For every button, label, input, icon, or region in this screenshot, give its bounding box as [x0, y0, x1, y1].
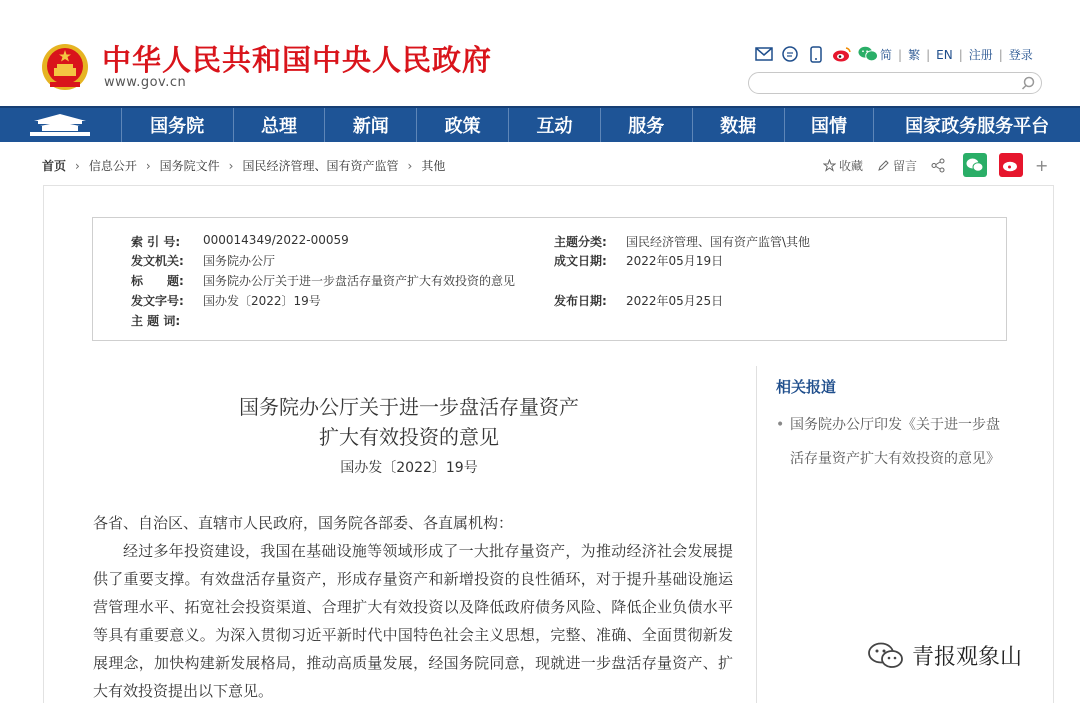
content-frame [43, 185, 1054, 703]
nav-item-premier[interactable]: 总理 [234, 108, 326, 142]
watermark [866, 640, 1022, 671]
separator: | [898, 47, 903, 62]
search-input[interactable] [748, 72, 1042, 94]
article-tools [823, 153, 1048, 177]
nav-item-services[interactable]: 服务 [601, 108, 693, 142]
meta-title-value: 国务院办公厅关于进一步盘活存量资产扩大有效投资的意见 [203, 274, 516, 288]
watermark-text: 青报观象山 [912, 645, 1023, 670]
salutation: 各省、自治区、直辖市人民政府，国务院各部委、各直属机构： [93, 514, 514, 532]
meta-date-written-row [554, 252, 723, 269]
message-label: 留言 [893, 158, 918, 173]
mail-icon[interactable] [754, 45, 774, 63]
pen-icon [877, 159, 890, 172]
chat-icon[interactable] [780, 45, 800, 63]
simplified-link[interactable]: 简 [880, 48, 893, 62]
meta-issuer-row [131, 252, 275, 269]
breadcrumb-state-council-docs[interactable]: 国务院文件 [159, 159, 220, 173]
meta-issuer-label: 发文机关: [131, 254, 184, 268]
meta-topic-row [554, 233, 810, 250]
favorite-button[interactable] [823, 157, 863, 174]
national-emblem-icon[interactable] [40, 42, 90, 92]
nav-item-service-platform[interactable]: 国家政务服务平台 [905, 116, 1050, 137]
article-title [84, 392, 734, 452]
meta-title-label: 标 题: [131, 274, 184, 288]
star-icon [823, 159, 836, 172]
search-icon[interactable] [1021, 76, 1035, 90]
meta-doc-no-value: 国办发〔2022〕19号 [203, 294, 321, 308]
tiananmen-icon[interactable] [0, 108, 122, 142]
nav-item-interaction[interactable]: 互动 [509, 108, 601, 142]
breadcrumb-other[interactable]: 其他 [421, 159, 446, 173]
meta-topic-label: 主题分类: [554, 235, 607, 249]
chevron-right-icon: › [228, 158, 234, 173]
meta-publish-label: 发布日期: [554, 294, 607, 308]
meta-index-row [131, 233, 349, 250]
nav-item-policy[interactable]: 政策 [417, 108, 509, 142]
document-metadata [92, 217, 1007, 341]
wechat-icon[interactable] [858, 45, 878, 63]
meta-topic-value: 国民经济管理、国有资产监管\其他 [626, 235, 811, 249]
meta-index-label: 索 引 号: [131, 235, 181, 249]
mobile-icon[interactable] [806, 45, 826, 63]
related-reports-title: 相关报道 [776, 378, 837, 396]
meta-title-row [131, 272, 515, 289]
article-title-line: 扩大有效投资的意见 [319, 425, 499, 449]
top-icon-bar [754, 45, 878, 63]
related-report-text: 国务院办公厅印发《关于进一步盘活存量资产扩大有效投资的意见》 [790, 417, 1000, 467]
share-wechat-button[interactable] [963, 153, 987, 177]
related-report-link[interactable] [776, 408, 1006, 476]
bullet-icon: • [776, 417, 785, 433]
register-link[interactable]: 注册 [968, 48, 993, 62]
chevron-right-icon: › [407, 158, 413, 173]
login-link[interactable]: 登录 [1008, 48, 1033, 62]
meta-publish-row [554, 292, 723, 309]
site-url[interactable]: www.gov.cn [104, 75, 187, 90]
site-title[interactable]: 中华人民共和国中央人民政府 [102, 43, 493, 77]
share-weibo-button[interactable] [999, 153, 1023, 177]
site-header [0, 0, 1080, 106]
meta-publish-value: 2022年05月25日 [626, 294, 724, 308]
meta-doc-no-label: 发文字号: [131, 294, 184, 308]
breadcrumb-info-disclosure[interactable]: 信息公开 [88, 159, 137, 173]
weibo-icon[interactable] [832, 45, 852, 63]
favorite-label: 收藏 [839, 158, 864, 173]
wechat-outline-icon [866, 641, 906, 671]
chevron-right-icon: › [75, 158, 80, 173]
chevron-right-icon: › [145, 158, 151, 173]
message-button[interactable] [877, 157, 917, 174]
meta-issuer-value: 国务院办公厅 [203, 254, 276, 268]
main-nav [0, 106, 1080, 142]
meta-keywords-label: 主 题 词: [131, 314, 181, 328]
nav-item-state-council[interactable]: 国务院 [122, 108, 234, 142]
article-doc-number: 国办发〔2022〕19号 [340, 460, 478, 476]
separator: | [926, 47, 931, 62]
nav-item-national-conditions[interactable]: 国情 [785, 108, 875, 142]
weibo-icon [1002, 158, 1020, 172]
more-share-icon[interactable]: + [1035, 155, 1049, 175]
article-body [93, 509, 733, 703]
wechat-icon [966, 158, 984, 172]
breadcrumb-home[interactable]: 首页 [42, 159, 67, 173]
nav-item-data[interactable]: 数据 [693, 108, 785, 142]
article-title-line: 国务院办公厅关于进一步盘活存量资产 [239, 395, 579, 419]
sidebar-divider [756, 366, 757, 703]
separator: | [958, 47, 963, 62]
english-link[interactable]: EN [936, 47, 953, 62]
meta-date-written-value: 2022年05月19日 [626, 254, 724, 268]
share-icon [931, 158, 946, 173]
meta-date-written-label: 成文日期: [554, 254, 607, 268]
breadcrumb [42, 157, 445, 174]
meta-doc-no-row [131, 292, 321, 309]
traditional-link[interactable]: 繁 [908, 48, 921, 62]
share-button[interactable] [931, 158, 949, 173]
breadcrumb-economy[interactable]: 国民经济管理、国有资产监管 [242, 159, 399, 173]
meta-index-value: 000014349/2022-00059 [203, 233, 349, 247]
separator: | [998, 47, 1003, 62]
paragraph: 经过多年投资建设，我国在基础设施等领域形成了一大批存量资产，为推动经济社会发展提供了重要支撑。有效盘活存量资产，形成存量资产和新增投资的良性循环，对于提升基础设施运营管理水平、拓宽社会投资渠道、合理扩大有效投资以及降低政府债务风险、降低企业负债水平等具有重要意义。为深入贯彻习近平新时代中国特色社会主义思想，完整、准确、全面贯彻新发展理念，加快构建新发展格局，推动高质量发展，经国务院同意，现就进一步盘活存量资产、扩大有效投资提出以下意见。 [93, 542, 733, 700]
top-links [880, 46, 1033, 63]
meta-keywords-row [131, 312, 203, 329]
nav-item-news[interactable]: 新闻 [325, 108, 417, 142]
